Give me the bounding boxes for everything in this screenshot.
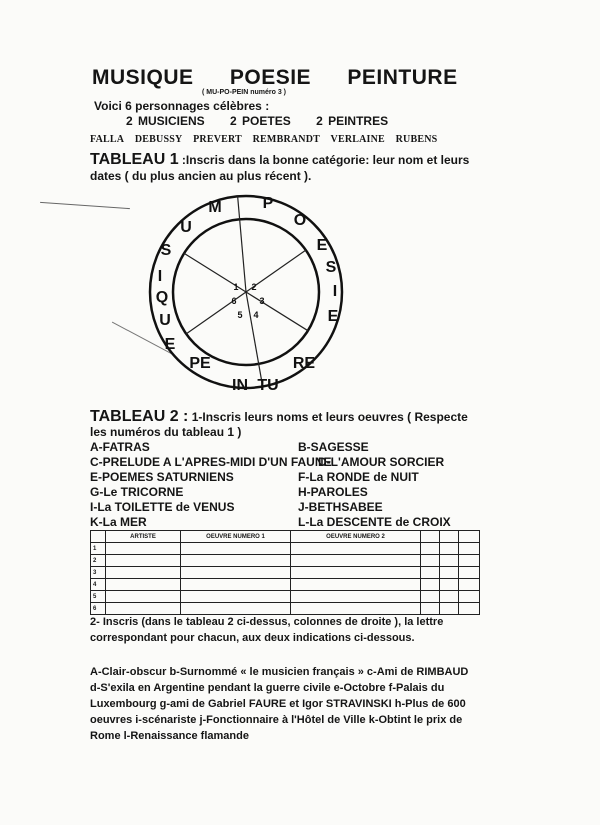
wheel-spoke xyxy=(238,196,246,292)
wheel-letter: PE xyxy=(189,355,211,372)
artist-names xyxy=(90,134,445,145)
grid-cell[interactable] xyxy=(181,555,291,567)
grid-cell[interactable] xyxy=(440,567,459,579)
work-item: H-PAROLES xyxy=(298,485,368,499)
grid-cell[interactable] xyxy=(106,579,181,591)
tableau2-heading: TABLEAU 2 : xyxy=(90,408,189,425)
grid-cell[interactable] xyxy=(459,603,480,615)
wheel-letter: I xyxy=(157,268,163,285)
row-number: 1 xyxy=(91,543,106,555)
intro-text: Voici 6 personnages célèbres : xyxy=(94,99,270,113)
grid-header-oeuvre2: OEUVRE NUMERO 2 xyxy=(291,531,421,543)
grid-cell[interactable] xyxy=(440,555,459,567)
category-peintres: 2 PEINTRES xyxy=(316,114,389,128)
page-title xyxy=(92,66,488,90)
grid-row xyxy=(91,555,480,567)
work-item: J-BETHSABEE xyxy=(298,500,383,514)
tableau1-instruction xyxy=(90,152,470,184)
wheel-letter: P xyxy=(262,195,274,212)
wheel-letter: I xyxy=(332,283,338,300)
wheel-letter: IN xyxy=(232,377,248,394)
works-list xyxy=(90,440,470,530)
grid-cell[interactable] xyxy=(291,567,421,579)
grid-header xyxy=(91,531,106,543)
name-item: REMBRANDT xyxy=(252,134,320,145)
works-row xyxy=(90,440,470,455)
grid-cell[interactable] xyxy=(181,543,291,555)
wheel-letter: RE xyxy=(292,355,316,372)
work-item: I-La TOILETTE de VENUS xyxy=(90,500,235,514)
grid-cell[interactable] xyxy=(421,567,440,579)
row-number: 6 xyxy=(91,603,106,615)
stray-mark xyxy=(40,202,130,209)
work-item: G-Le TRICORNE xyxy=(90,485,184,499)
row-number: 2 xyxy=(91,555,106,567)
question-2: 2- Inscris (dans le tableau 2 ci-dessus, colonnes de droite ), la lettre correspondant pour chacun, aux deux indications ci-dessous. xyxy=(90,616,444,644)
wheel-letter: S xyxy=(325,259,337,276)
grid-cell[interactable] xyxy=(291,591,421,603)
work-item: C-PRELUDE A L'APRES-MIDI D'UN FAUNE xyxy=(90,455,332,469)
wheel-letter: U xyxy=(159,312,171,329)
works-row xyxy=(90,515,470,530)
grid-cell[interactable] xyxy=(291,555,421,567)
name-item: VERLAINE xyxy=(330,134,385,145)
grid-cell[interactable] xyxy=(459,579,480,591)
grid-header-row xyxy=(91,531,480,543)
grid-row xyxy=(91,603,480,615)
wheel-number: 4 xyxy=(253,310,259,320)
grid-cell[interactable] xyxy=(440,579,459,591)
grid-header-artiste: ARTISTE xyxy=(106,531,181,543)
name-item: PREVERT xyxy=(193,134,242,145)
tableau1-text: :Inscris dans la bonne catégorie: leur nom et leurs dates ( du plus ancien au plus récent ). xyxy=(90,153,470,183)
name-item: RUBENS xyxy=(395,134,438,145)
grid-header xyxy=(421,531,440,543)
wheel-letter: E xyxy=(316,237,328,254)
row-number: 4 xyxy=(91,579,106,591)
grid-row xyxy=(91,579,480,591)
wheel-number: 6 xyxy=(231,296,237,306)
grid-cell[interactable] xyxy=(440,543,459,555)
work-item: L-La DESCENTE de CROIX xyxy=(298,515,451,529)
category-list xyxy=(126,114,408,128)
name-item: DEBUSSY xyxy=(134,134,183,145)
grid-cell[interactable] xyxy=(291,543,421,555)
row-number: 3 xyxy=(91,567,106,579)
grid-cell[interactable] xyxy=(421,603,440,615)
grid-row xyxy=(91,591,480,603)
work-item: F-La RONDE de NUIT xyxy=(298,470,419,484)
work-item: K-La MER xyxy=(90,515,147,529)
wheel-number: 2 xyxy=(251,282,257,292)
grid-header xyxy=(440,531,459,543)
row-number: 5 xyxy=(91,591,106,603)
subtitle: ( MU-PO-PEIN numéro 3 ) xyxy=(202,89,287,96)
wheel-number: 1 xyxy=(233,282,239,292)
wheel-letter: O xyxy=(293,212,307,229)
tableau1-heading: TABLEAU 1 xyxy=(90,151,179,168)
category-poetes: 2 POETES xyxy=(230,114,291,128)
works-row xyxy=(90,455,470,470)
grid-header-oeuvre1: OEUVRE NUMERO 1 xyxy=(181,531,291,543)
grid-cell[interactable] xyxy=(181,567,291,579)
wheel-spoke xyxy=(246,292,263,387)
title-word-poesie: POESIE xyxy=(229,66,312,89)
tableau2-instruction xyxy=(90,409,470,440)
works-row xyxy=(90,485,470,500)
clues-paragraph: A-Clair-obscur b-Surnommé « le musicien français » c-Ami de RIMBAUD d-S'exila en Argentine pendant la guerre civile e-Octobre f-Palais du Luxembourg g-ami de Gabriel FAURE et Igor STRAVINSKI h-Plus de 600 oeuvres i-scénariste j-Fonctionnaire à l'Hôtel de Ville k-Obtint le prix de Rome l-Renaissance flamande xyxy=(90,666,469,742)
grid-header xyxy=(459,531,480,543)
wheel-letter: E xyxy=(327,308,339,325)
grid-row xyxy=(91,567,480,579)
work-item: D-L'AMOUR SORCIER xyxy=(318,455,445,469)
wheel-letter: M xyxy=(208,199,222,216)
grid-cell[interactable] xyxy=(459,567,480,579)
name-item: FALLA xyxy=(90,134,125,145)
work-item: A-FATRAS xyxy=(90,440,150,454)
wheel-letter: U xyxy=(180,219,192,236)
wheel-letter: TU xyxy=(257,377,279,394)
grid-cell[interactable] xyxy=(181,579,291,591)
work-item: B-SAGESSE xyxy=(298,440,369,454)
grid-row xyxy=(91,543,480,555)
tableau2-text: 1-Inscris leurs noms et leurs oeuvres ( Respecte les numéros du tableau 1 ) xyxy=(90,410,468,439)
wheel-letter: S xyxy=(160,242,172,259)
grid-cell[interactable] xyxy=(459,555,480,567)
grid-cell[interactable] xyxy=(440,603,459,615)
grid-cell[interactable] xyxy=(106,603,181,615)
grid-cell[interactable] xyxy=(106,555,181,567)
answer-grid xyxy=(90,530,480,615)
grid-cell[interactable] xyxy=(106,591,181,603)
grid-cell[interactable] xyxy=(440,591,459,603)
work-item: E-POEMES SATURNIENS xyxy=(90,470,234,484)
works-row xyxy=(90,470,470,485)
wheel-letter: E xyxy=(164,336,176,353)
wheel-letter: Q xyxy=(155,289,169,306)
works-row xyxy=(90,500,470,515)
wheel-number: 5 xyxy=(237,310,243,320)
grid-cell[interactable] xyxy=(181,603,291,615)
grid-cell[interactable] xyxy=(106,567,181,579)
grid-cell[interactable] xyxy=(291,579,421,591)
grid-cell[interactable] xyxy=(421,555,440,567)
grid-cell[interactable] xyxy=(459,543,480,555)
grid-cell[interactable] xyxy=(106,543,181,555)
grid-cell[interactable] xyxy=(421,543,440,555)
grid-cell[interactable] xyxy=(421,579,440,591)
title-word-peinture: PEINTURE xyxy=(347,66,458,89)
grid-cell[interactable] xyxy=(421,591,440,603)
category-musiciens: 2 MUSICIENS xyxy=(126,114,205,128)
grid-cell[interactable] xyxy=(291,603,421,615)
grid-cell[interactable] xyxy=(459,591,480,603)
title-word-musique: MUSIQUE xyxy=(92,66,194,89)
wheel-number: 3 xyxy=(259,296,265,306)
category-wheel xyxy=(130,192,370,404)
grid-cell[interactable] xyxy=(181,591,291,603)
